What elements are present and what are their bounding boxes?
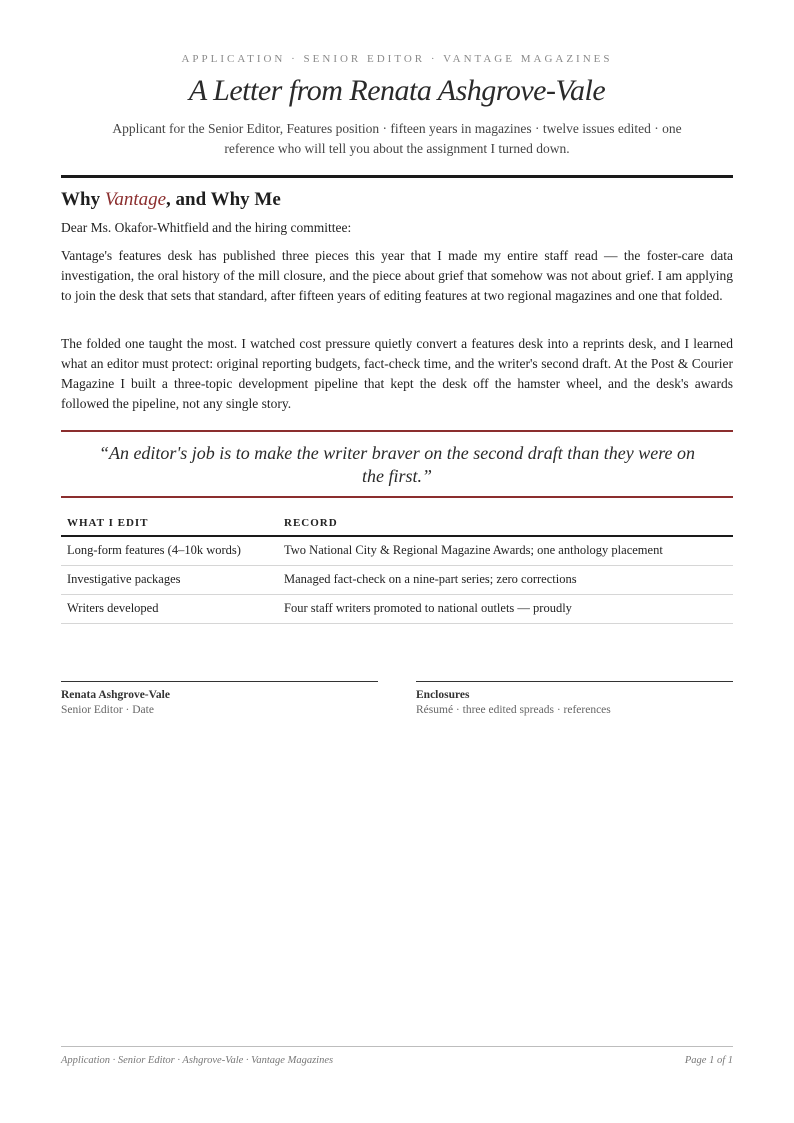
section-heading xyxy=(61,189,733,211)
table-cell-record: Managed fact-check on a nine-part series; zero corrections xyxy=(278,566,733,595)
table-row xyxy=(61,566,733,595)
letter-page xyxy=(61,0,733,1123)
editing-record-table xyxy=(61,513,733,624)
footer-running-title: Application · Senior Editor · Ashgrove-Vale · Vantage Magazines xyxy=(61,1055,334,1066)
header-divider xyxy=(61,175,733,178)
salutation: Dear Ms. Okafor-Whitfield and the hiring committee: xyxy=(61,220,352,235)
body-paragraph-1: Vantage's features desk has published three pieces this year that I made my entire staff read — the foster-care data investigation, the oral history of the mill closure, and the piece about grief that somehow was not about grief. I am applying to join the desk that sets that standard, after fifteen years of editing features at two regional magazines and one that folded. xyxy=(61,248,733,303)
table-row xyxy=(61,536,733,566)
table-header-what-i-edit: WHAT I EDIT xyxy=(61,513,278,536)
section-heading-accent: Vantage xyxy=(104,189,167,210)
signature-name: Renata Ashgrove-Vale xyxy=(61,689,170,701)
document-kicker: APPLICATION · SENIOR EDITOR · VANTAGE MAGAZINES xyxy=(181,53,613,65)
letter-title: A Letter from Renata Ashgrove-Vale xyxy=(188,74,606,107)
signature-role: Senior Editor · Date xyxy=(61,704,154,716)
body-paragraph-2: The folded one taught the most. I watched cost pressure quietly convert a features desk into a reprints desk, and I learned what an editor must protect: original reporting budgets, fact-check time, and the writer's second draft. At the Post & Courier Magazine I built a three-topic development pipeline that kept the desk off the hamster wheel, and the desk's awards followed the pipeline, not any single story. xyxy=(61,336,733,411)
table-cell-category: Long-form features (4–10k words) xyxy=(61,536,278,566)
footer-page-number: Page 1 of 1 xyxy=(684,1055,733,1066)
table-header-row xyxy=(61,513,733,536)
table-cell-record: Two National City & Regional Magazine Awards; one anthology placement xyxy=(278,536,733,566)
table-cell-category: Writers developed xyxy=(61,595,278,624)
table-cell-record: Four staff writers promoted to national outlets — proudly xyxy=(278,595,733,624)
letter-subtitle: Applicant for the Senior Editor, Features position · fifteen years in magazines · twelve issues edited · one reference who will tell you about the assignment I turned down. xyxy=(112,121,682,156)
pull-quote xyxy=(61,430,733,498)
table-cell-category: Investigative packages xyxy=(61,566,278,595)
section-heading-prefix: Why xyxy=(61,189,105,210)
enclosures-block xyxy=(416,681,733,716)
footer-divider xyxy=(61,1046,733,1047)
section-heading-suffix: , and Why Me xyxy=(166,189,281,210)
signature-block xyxy=(61,681,378,716)
enclosures-list: Résumé · three edited spreads · references xyxy=(416,704,611,716)
table-row xyxy=(61,595,733,624)
table-header-record: RECORD xyxy=(278,513,733,536)
enclosures-label: Enclosures xyxy=(416,689,470,701)
pull-quote-text: “An editor's job is to make the writer braver on the second draft than they were on the first.” xyxy=(98,443,696,486)
